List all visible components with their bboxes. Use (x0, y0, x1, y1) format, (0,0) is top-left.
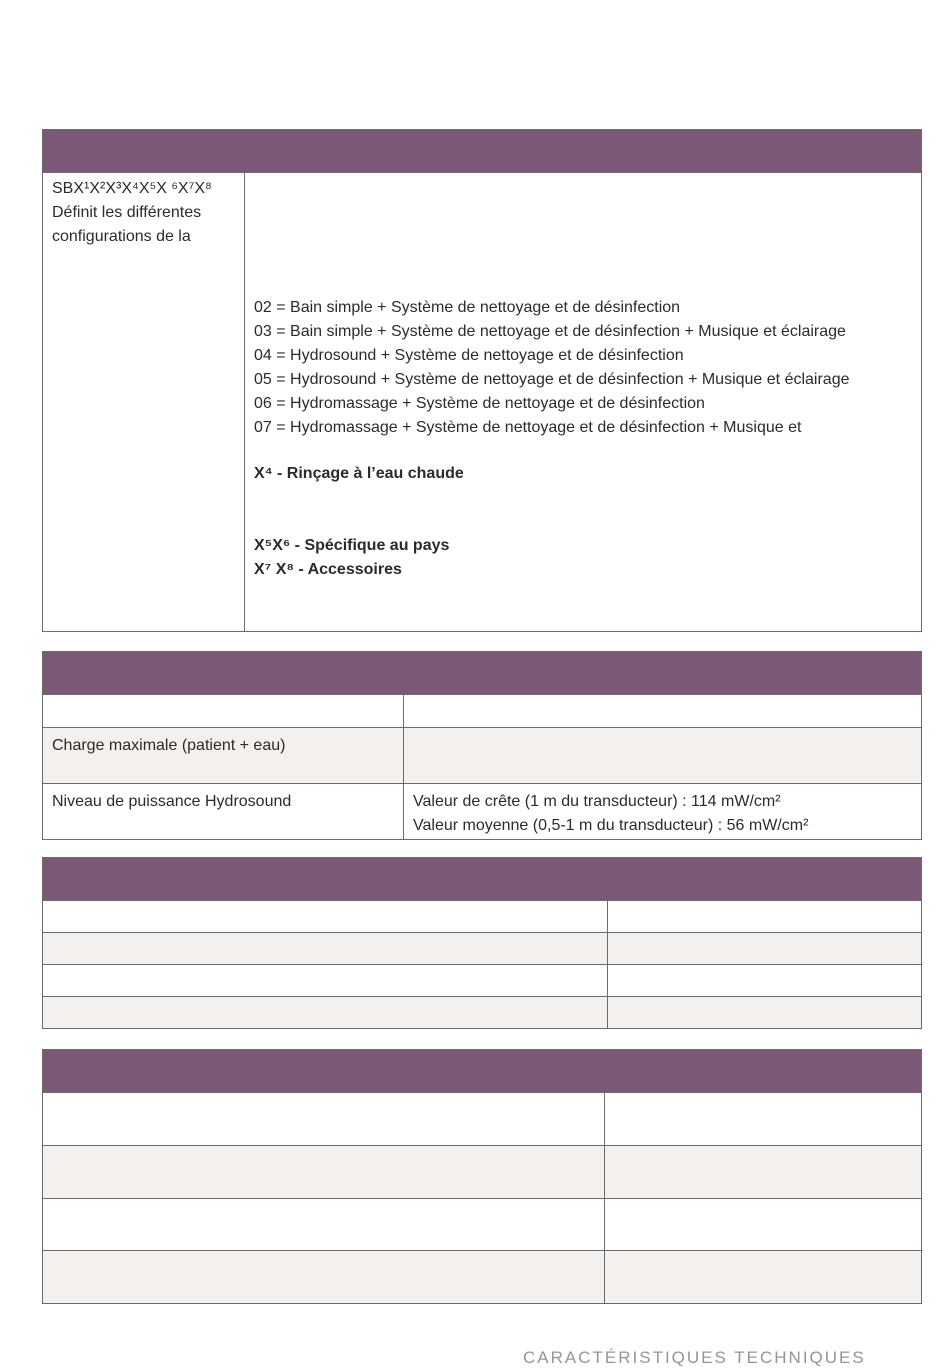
table-row (43, 695, 921, 728)
table-cell (607, 933, 921, 964)
spec-label: Niveau de puissance Hydrosound (52, 793, 292, 810)
table-row (43, 997, 921, 1028)
spec-value (403, 695, 921, 727)
spec-label: Charge maximale (patient + eau) (52, 737, 286, 754)
model-code: SBX¹X²X³X⁴X⁵X ⁶X⁷X⁸ (52, 180, 212, 197)
table-cell (43, 1199, 604, 1250)
configuration-table (42, 129, 922, 632)
spec-value (403, 784, 921, 839)
table-row (43, 1251, 921, 1303)
table-header-bar (43, 1050, 921, 1093)
table-cell (43, 1251, 604, 1303)
table-cell (43, 933, 607, 964)
table-cell (607, 997, 921, 1028)
table-cell (43, 1093, 604, 1145)
table-cell (607, 901, 921, 932)
spec-value (403, 728, 921, 783)
description-line: Définit les différentes (52, 204, 202, 221)
x4-heading: X⁴ - Rinçage à l’eau chaude (254, 465, 464, 482)
table-header-bar (43, 130, 921, 173)
option-line: 04 = Hydrosound + Système de nettoyage et de désinfection (254, 347, 684, 364)
table-row (43, 173, 921, 632)
table-cell (604, 1146, 921, 1198)
x5x6-heading: X⁵X⁶ - Spécifique au pays (254, 537, 450, 554)
table-cell (604, 1199, 921, 1250)
code-cell (43, 173, 244, 632)
table-cell (43, 1146, 604, 1198)
table-row (43, 1093, 921, 1146)
option-line: 07 = Hydromassage + Système de nettoyage et de désinfection + Musique et (254, 419, 802, 436)
table-row (43, 1146, 921, 1199)
description-line: configurations de la (52, 228, 191, 245)
table-header-bar (43, 652, 921, 695)
table-row (43, 784, 921, 839)
table-cell (607, 965, 921, 996)
table-cell (43, 901, 607, 932)
table-cell (604, 1251, 921, 1303)
table-cell (43, 997, 607, 1028)
table-row (43, 728, 921, 784)
spec-value-line: Valeur de crête (1 m du transducteur) : 114 mW/cm² (413, 793, 781, 810)
table-row (43, 965, 921, 997)
table-cell (43, 965, 607, 996)
table-4 (42, 1049, 922, 1304)
table-header-bar (43, 858, 921, 901)
specs-table (42, 651, 922, 840)
page-footer-title: CARACTÉRISTIQUES TECHNIQUES (523, 1348, 866, 1367)
spec-label (43, 695, 403, 727)
table-3 (42, 857, 922, 1029)
option-line: 06 = Hydromassage + Système de nettoyage et de désinfection (254, 395, 705, 412)
table-row (43, 901, 921, 933)
options-cell (244, 173, 921, 632)
table-row (43, 933, 921, 965)
x7x8-heading: X⁷ X⁸ - Accessoires (254, 561, 402, 578)
option-line: 02 = Bain simple + Système de nettoyage et de désinfection (254, 299, 681, 316)
option-line: 03 = Bain simple + Système de nettoyage et de désinfection + Musique et éclairage (254, 323, 846, 340)
spec-value-line: Valeur moyenne (0,5-1 m du transducteur) : 56 mW/cm² (413, 817, 809, 834)
table-cell (604, 1093, 921, 1145)
option-line: 05 = Hydrosound + Système de nettoyage et de désinfection + Musique et éclairage (254, 371, 850, 388)
table-row (43, 1199, 921, 1251)
